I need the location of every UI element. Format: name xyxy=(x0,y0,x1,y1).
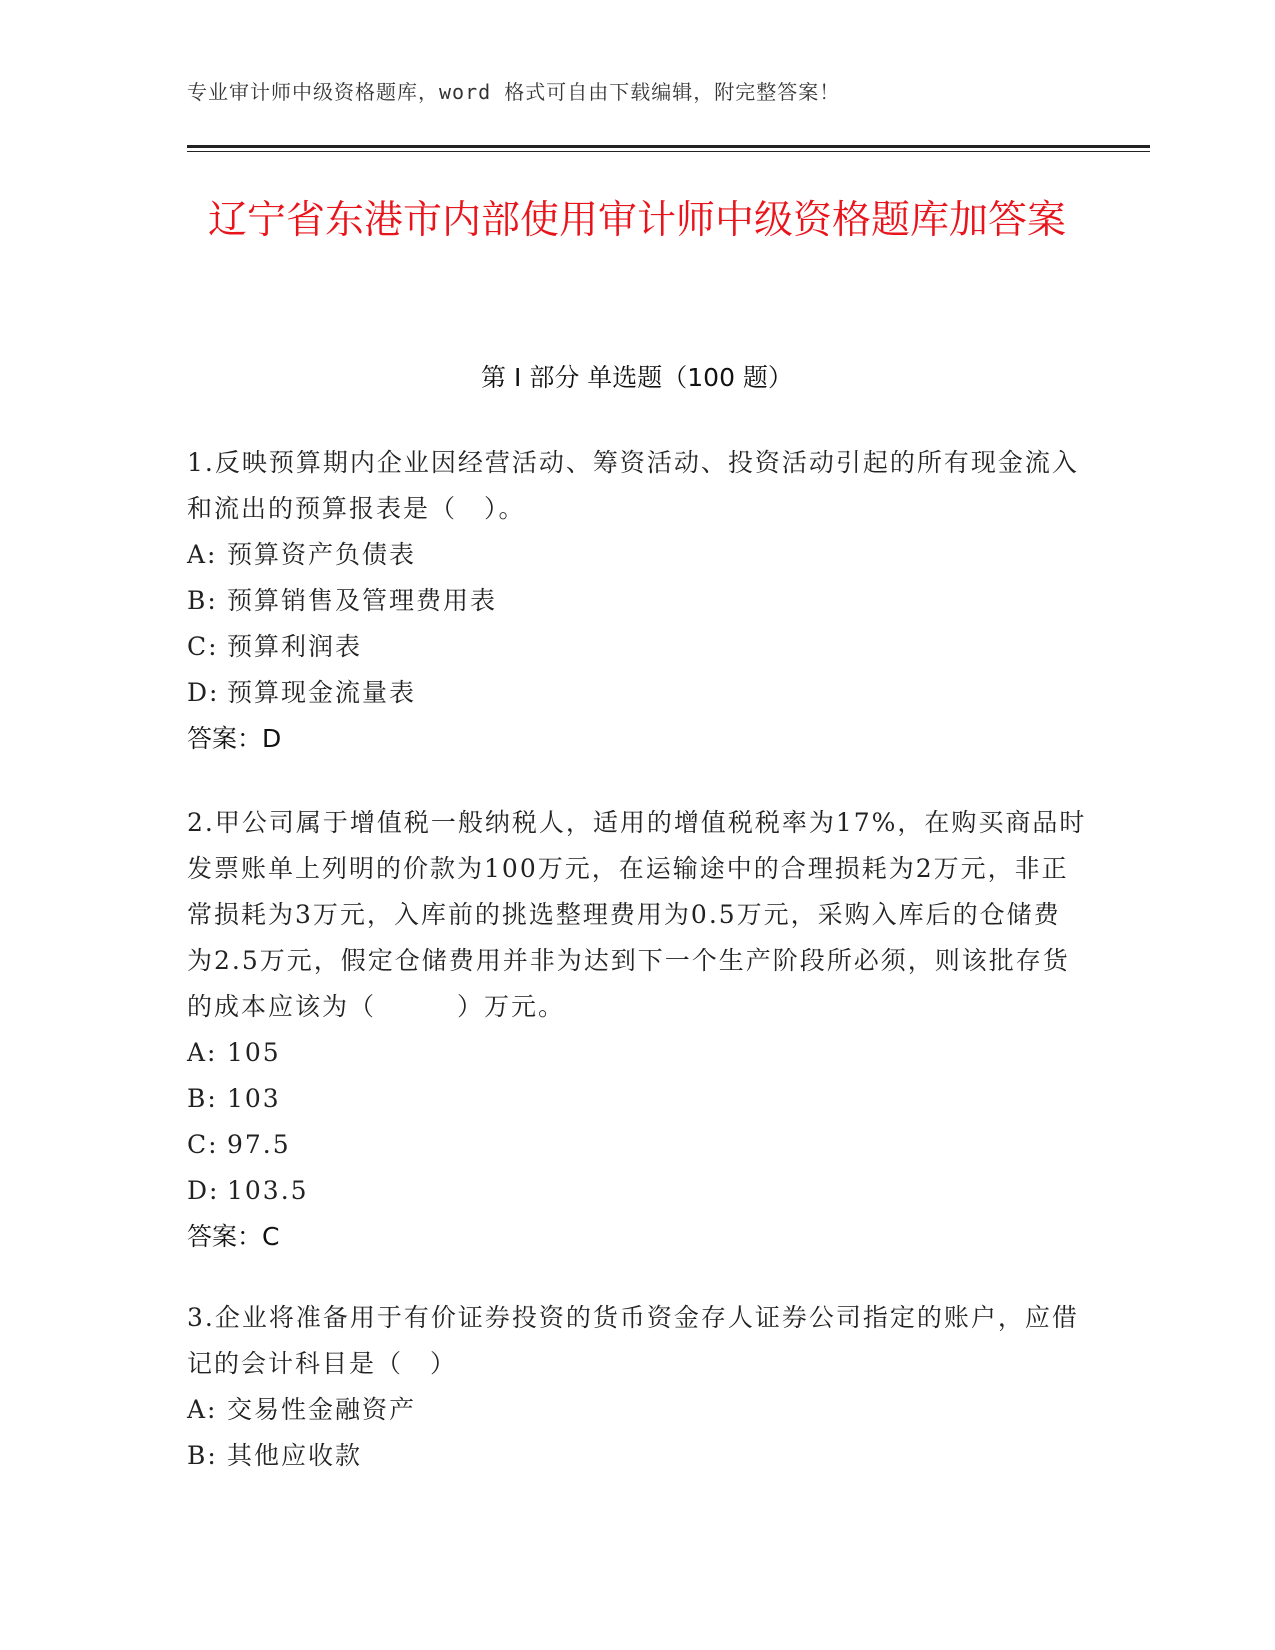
option-text: 103 xyxy=(227,1084,281,1113)
question-3 xyxy=(187,1295,1087,1479)
option-key: D: xyxy=(187,1176,220,1205)
option-a xyxy=(187,1030,1087,1076)
question-stem: 3.企业将准备用于有价证券投资的货币资金存人证券公司指定的账户，应借记的会计科目是（ ） xyxy=(187,1303,1079,1378)
question-1 xyxy=(187,440,1087,762)
header-divider-thin xyxy=(187,151,1150,152)
option-d xyxy=(187,670,1087,716)
option-b xyxy=(187,1076,1087,1122)
option-d xyxy=(187,1168,1087,1214)
question-stem: 1.反映预算期内企业因经营活动、筹资活动、投资活动引起的所有现金流入和流出的预算报表是（ ）。 xyxy=(187,448,1079,523)
header-note: 专业审计师中级资格题库，word 格式可自由下载编辑，附完整答案！ xyxy=(187,80,841,104)
option-text: 交易性金融资产 xyxy=(227,1395,417,1424)
option-key: A: xyxy=(187,1395,218,1424)
option-key: B: xyxy=(187,1441,218,1470)
option-key: B: xyxy=(187,586,218,615)
question-stem: 2.甲公司属于增值税一般纳税人，适用的增值税税率为17%，在购买商品时发票账单上列明的价款为100万元，在运输途中的合理损耗为2万元，非正常损耗为3万元，入库前的挑选整理费用为0.5万元，采购入库后的仓储费为2.5万元，假定仓储费用并非为达到下一个生产阶段所必须，则该批存货的成本应该为（ ）万元。 xyxy=(187,808,1087,1021)
option-a xyxy=(187,1387,1087,1433)
option-text: 预算现金流量表 xyxy=(227,678,417,707)
option-b xyxy=(187,578,1087,624)
option-text: 预算资产负债表 xyxy=(227,540,417,569)
header-divider-thick xyxy=(187,145,1150,148)
option-text: 预算利润表 xyxy=(227,632,363,661)
option-key: B: xyxy=(187,1084,218,1113)
option-text: 预算销售及管理费用表 xyxy=(227,586,498,615)
option-key: C: xyxy=(187,632,219,661)
answer-label: 答案：D xyxy=(187,724,282,753)
question-2 xyxy=(187,800,1087,1260)
answer-label: 答案：C xyxy=(187,1222,280,1251)
document-title: 辽宁省东港市内部使用审计师中级资格题库加答案 xyxy=(207,198,1066,243)
option-c xyxy=(187,1122,1087,1168)
option-text: 103.5 xyxy=(227,1176,309,1205)
option-key: C: xyxy=(187,1130,219,1159)
option-text: 105 xyxy=(227,1038,281,1067)
option-key: D: xyxy=(187,678,220,707)
option-b xyxy=(187,1433,1087,1479)
option-key: A: xyxy=(187,1038,218,1067)
option-c xyxy=(187,624,1087,670)
option-key: A: xyxy=(187,540,218,569)
option-a xyxy=(187,532,1087,578)
option-text: 其他应收款 xyxy=(227,1441,363,1470)
section-title: 第 I 部分 单选题（100 题） xyxy=(481,363,793,392)
option-text: 97.5 xyxy=(227,1130,291,1159)
